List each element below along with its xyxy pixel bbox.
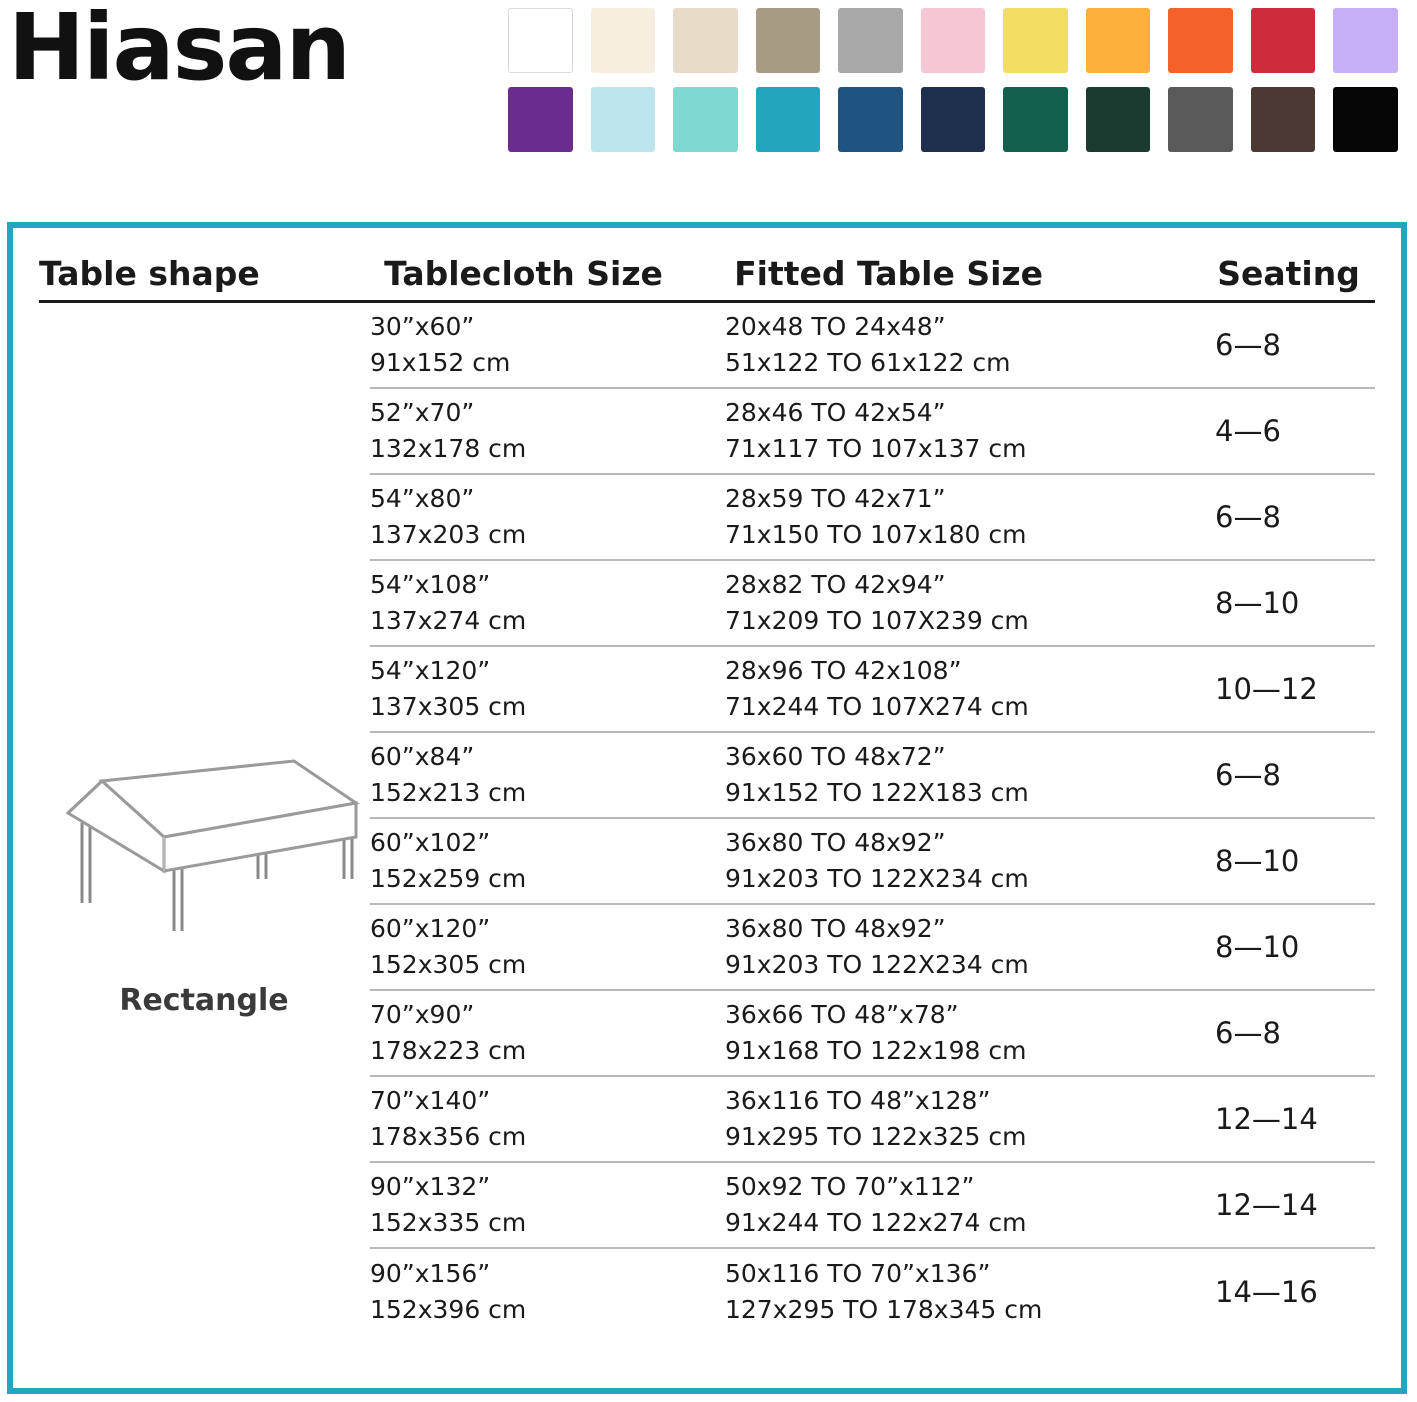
cell-tablecloth-size: 54”x80” 137x203 cm [370, 484, 527, 550]
table-row [370, 1163, 1375, 1249]
brand-logo: Hiasan [8, 0, 349, 101]
color-swatch-black[interactable] [1333, 87, 1398, 152]
column-header-fitted-table-size: Fitted Table Size [734, 254, 1044, 293]
cell-tablecloth-size: 60”x120” 152x305 cm [370, 914, 527, 980]
cell-fitted-table-size: 28x46 TO 42x54” 71x117 TO 107x137 cm [725, 398, 1027, 464]
cell-seating: 10—12 [1215, 672, 1318, 707]
cell-tablecloth-size: 60”x102” 152x259 cm [370, 828, 527, 894]
table-header-row [39, 256, 1375, 303]
cell-fitted-table-size: 28x96 TO 42x108” 71x244 TO 107X274 cm [725, 656, 1029, 722]
cell-seating: 4—6 [1215, 414, 1281, 449]
cell-fitted-table-size: 36x60 TO 48x72” 91x152 TO 122X183 cm [725, 742, 1029, 808]
color-swatch-aqua[interactable] [673, 87, 738, 152]
cell-tablecloth-size: 54”x120” 137x305 cm [370, 656, 527, 722]
cell-tablecloth-size: 30”x60” 91x152 cm [370, 312, 511, 378]
color-swatch-teal[interactable] [756, 87, 821, 152]
color-swatch-red[interactable] [1251, 8, 1316, 73]
color-swatch-lavender[interactable] [1333, 8, 1398, 73]
table-row [370, 991, 1375, 1077]
cell-fitted-table-size: 36x80 TO 48x92” 91x203 TO 122X234 cm [725, 914, 1029, 980]
color-swatch-dark-green[interactable] [1086, 87, 1151, 152]
color-swatch-white[interactable] [508, 8, 573, 73]
cell-fitted-table-size: 50x92 TO 70”x112” 91x244 TO 122x274 cm [725, 1172, 1027, 1238]
color-swatch-denim-blue[interactable] [838, 87, 903, 152]
column-header-seating: Seating [1217, 254, 1360, 293]
color-swatch-gray[interactable] [838, 8, 903, 73]
table-row [370, 905, 1375, 991]
color-swatch-light-blue[interactable] [591, 87, 656, 152]
cell-fitted-table-size: 28x82 TO 42x94” 71x209 TO 107X239 cm [725, 570, 1029, 636]
cell-tablecloth-size: 70”x140” 178x356 cm [370, 1086, 527, 1152]
cell-tablecloth-size: 60”x84” 152x213 cm [370, 742, 527, 808]
color-swatch-taupe[interactable] [756, 8, 821, 73]
cell-seating: 8—10 [1215, 586, 1300, 621]
rectangle-table-icon [44, 751, 364, 931]
color-swatch-beige[interactable] [673, 8, 738, 73]
table-shape-cell [39, 303, 370, 1335]
cell-tablecloth-size: 52”x70” 132x178 cm [370, 398, 527, 464]
color-swatch-ivory[interactable] [591, 8, 656, 73]
color-swatch-brown[interactable] [1251, 87, 1316, 152]
table-row [370, 819, 1375, 905]
cell-seating: 8—10 [1215, 844, 1300, 879]
color-swatch-palette [508, 8, 1398, 166]
size-rows [370, 303, 1375, 1335]
cell-seating: 6—8 [1215, 328, 1281, 363]
cell-tablecloth-size: 70”x90” 178x223 cm [370, 1000, 527, 1066]
table-shape-label: Rectangle [119, 983, 289, 1019]
column-header-tablecloth-size: Tablecloth Size [384, 254, 663, 293]
color-swatch-gold[interactable] [1086, 8, 1151, 73]
column-header-table-shape: Table shape [39, 254, 260, 293]
cell-fitted-table-size: 36x66 TO 48”x78” 91x168 TO 122x198 cm [725, 1000, 1027, 1066]
cell-seating: 12—14 [1215, 1188, 1318, 1223]
cell-seating: 8—10 [1215, 930, 1300, 965]
color-swatch-orange[interactable] [1168, 8, 1233, 73]
table-row [370, 303, 1375, 389]
swatch-row-2 [508, 87, 1398, 152]
cell-seating: 12—14 [1215, 1102, 1318, 1137]
color-swatch-emerald[interactable] [1003, 87, 1068, 152]
table-row [370, 561, 1375, 647]
page-header [0, 0, 1417, 186]
cell-fitted-table-size: 20x48 TO 24x48” 51x122 TO 61x122 cm [725, 312, 1011, 378]
table-row [370, 1249, 1375, 1335]
table-row [370, 733, 1375, 819]
cell-seating: 6—8 [1215, 758, 1281, 793]
table-row [370, 389, 1375, 475]
color-swatch-charcoal[interactable] [1168, 87, 1233, 152]
cell-tablecloth-size: 90”x156” 152x396 cm [370, 1259, 527, 1325]
cell-seating: 14—16 [1215, 1275, 1318, 1310]
size-chart-card [7, 222, 1407, 1394]
color-swatch-purple[interactable] [508, 87, 573, 152]
color-swatch-yellow[interactable] [1003, 8, 1068, 73]
table-row [370, 1077, 1375, 1163]
cell-fitted-table-size: 28x59 TO 42x71” 71x150 TO 107x180 cm [725, 484, 1027, 550]
cell-tablecloth-size: 90”x132” 152x335 cm [370, 1172, 527, 1238]
table-row [370, 647, 1375, 733]
cell-seating: 6—8 [1215, 500, 1281, 535]
color-swatch-pink[interactable] [921, 8, 986, 73]
cell-seating: 6—8 [1215, 1016, 1281, 1051]
table-row [370, 475, 1375, 561]
cell-fitted-table-size: 50x116 TO 70”x136” 127x295 TO 178x345 cm [725, 1259, 1043, 1325]
cell-tablecloth-size: 54”x108” 137x274 cm [370, 570, 527, 636]
cell-fitted-table-size: 36x80 TO 48x92” 91x203 TO 122X234 cm [725, 828, 1029, 894]
color-swatch-navy[interactable] [921, 87, 986, 152]
swatch-row-1 [508, 8, 1398, 73]
cell-fitted-table-size: 36x116 TO 48”x128” 91x295 TO 122x325 cm [725, 1086, 1027, 1152]
